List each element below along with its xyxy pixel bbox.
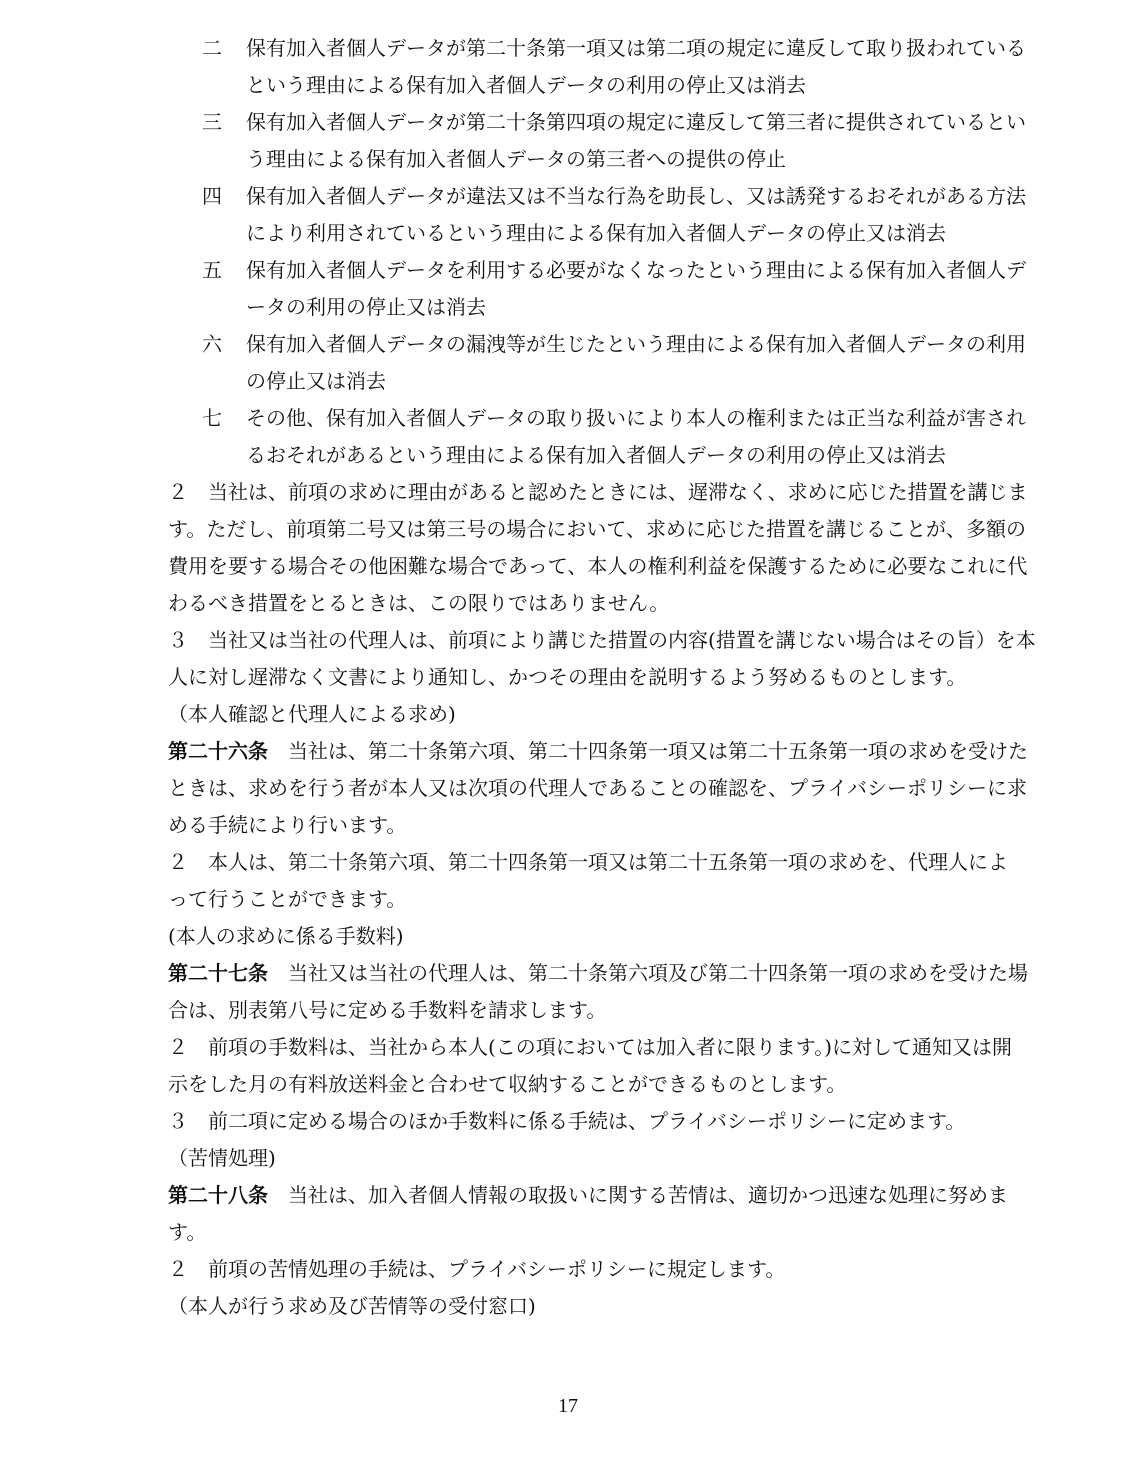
item-number: 三	[202, 110, 222, 134]
paragraph-line: ３ 前二項に定める場合のほか手数料に係る手続は、プライバシーポリシーに定めます。	[168, 1109, 966, 1133]
item-text-line: その他、保有加入者個人データの取り扱いにより本人の権利または正当な利益が害され	[246, 406, 1026, 430]
paragraph-line: ときは、求めを行う者が本人又は次項の代理人であることの確認を、プライバシーポリシーに求	[168, 776, 1027, 800]
article	[168, 1177, 1083, 1251]
paragraph-line: って行うことができます。	[168, 887, 407, 911]
paragraph	[168, 1103, 1083, 1140]
item-text-line: う理由による保有加入者個人データの第三者への提供の停止	[246, 147, 786, 171]
article-text: 当社又は当社の代理人は、第二十条第六項及び第二十四条第一項の求めを受けた場	[268, 961, 1028, 985]
paragraph-line: 人に対し遅滞なく文書により通知し、かつその理由を説明するよう努めるものとします。	[168, 665, 967, 689]
section-heading: （苦情処理)	[168, 1146, 276, 1170]
section-heading: （本人が行う求め及び苦情等の受付窓口)	[168, 1294, 536, 1318]
list-item	[168, 30, 1083, 104]
list-item	[168, 104, 1083, 178]
paragraph	[168, 474, 1083, 622]
paragraph	[168, 1251, 1083, 1288]
item-text-line: 保有加入者個人データが第二十条第四項の規定に違反して第三者に提供されているとい	[246, 110, 1026, 134]
paragraph-line: 合は、別表第八号に定める手数料を請求します。	[168, 998, 607, 1022]
article	[168, 733, 1083, 844]
item-text-line: という理由による保有加入者個人データの利用の停止又は消去	[246, 73, 806, 97]
item-text-line: 保有加入者個人データが違法又は不当な行為を助長し、又は誘発するおそれがある方法	[246, 184, 1026, 208]
item-text-line: により利用されているという理由による保有加入者個人データの停止又は消去	[246, 221, 946, 245]
list-item	[168, 252, 1083, 326]
page-number: 17	[558, 1395, 578, 1417]
list-item	[168, 326, 1083, 400]
item-number: 二	[202, 36, 222, 60]
document-body	[168, 30, 1083, 1325]
paragraph-line: ２ 前項の手数料は、当社から本人(この項においては加入者に限ります。)に対して通知又は開	[168, 1035, 1013, 1059]
paragraph-line: す。ただし、前項第二号又は第三号の場合において、求めに応じた措置を講じることが、多額の	[168, 517, 1026, 541]
paragraph-line: 費用を要する場合その他困難な場合であって、本人の権利利益を保護するために必要なこれに代	[168, 554, 1028, 578]
paragraph-line: ２ 当社は、前項の求めに理由があると認めたときには、遅滞なく、求めに応じた措置を講じま	[168, 480, 1028, 504]
article-text: 当社は、加入者個人情報の取扱いに関する苦情は、適切かつ迅速な処理に努めま	[268, 1183, 1008, 1207]
paragraph	[168, 622, 1083, 696]
article	[168, 955, 1083, 1029]
item-text-line: ータの利用の停止又は消去	[246, 295, 486, 319]
item-text-line: の停止又は消去	[246, 369, 386, 393]
paragraph-line: める手続により行います。	[168, 813, 407, 837]
article-title: 第二十八条	[168, 1183, 268, 1207]
item-number: 四	[202, 184, 222, 208]
paragraph-line: ３ 当社又は当社の代理人は、前項により講じた措置の内容(措置を講じない場合はその旨）を本	[168, 628, 1036, 652]
section-heading: (本人の求めに係る手数料)	[168, 924, 404, 948]
paragraph-line: す。	[168, 1220, 207, 1244]
item-text-line: 保有加入者個人データを利用する必要がなくなったという理由による保有加入者個人デ	[246, 258, 1026, 282]
paragraph-line: わるべき措置をとるときは、この限りではありません。	[168, 591, 670, 615]
article-text: 当社は、第二十条第六項、第二十四条第一項又は第二十五条第一項の求めを受けた	[268, 739, 1028, 763]
paragraph-line: ２ 前項の苦情処理の手続は、プライバシーポリシーに規定します。	[168, 1257, 786, 1281]
item-text-line: 保有加入者個人データの漏洩等が生じたという理由による保有加入者個人データの利用	[246, 332, 1026, 356]
list-item	[168, 400, 1083, 474]
item-number: 七	[202, 406, 222, 430]
list-item	[168, 178, 1083, 252]
article-title: 第二十六条	[168, 739, 268, 763]
section-heading: （本人確認と代理人による求め)	[168, 702, 456, 726]
paragraph-line: ２ 本人は、第二十条第六項、第二十四条第一項又は第二十五条第一項の求めを、代理人によ	[168, 850, 1008, 874]
item-number: 五	[202, 258, 222, 282]
paragraph-line: 示をした月の有料放送料金と合わせて収納することができるものとします。	[168, 1072, 847, 1096]
item-text-line: 保有加入者個人データが第二十条第一項又は第二項の規定に違反して取り扱われている	[246, 36, 1026, 60]
item-number: 六	[202, 332, 222, 356]
item-text-line: るおそれがあるという理由による保有加入者個人データの利用の停止又は消去	[246, 443, 946, 467]
paragraph	[168, 844, 1083, 918]
paragraph	[168, 1029, 1083, 1103]
article-title: 第二十七条	[168, 961, 268, 985]
